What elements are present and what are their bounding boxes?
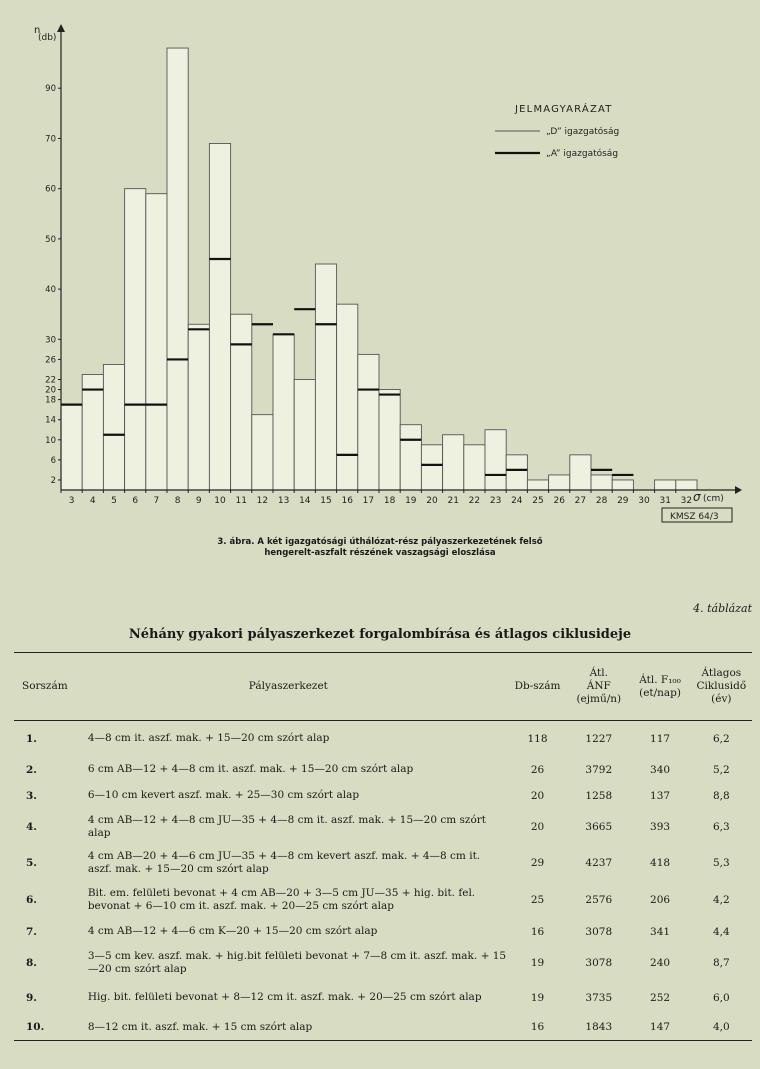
y-axis-unit: (db): [38, 33, 57, 43]
legend-label-a: „A” igazgatóság: [546, 149, 619, 159]
row-db-szam: 26: [530, 763, 545, 776]
bar-d: [252, 415, 273, 490]
legend-title: JELMAGYARÁZAT: [515, 104, 613, 115]
row-pavement: 3—5 cm kev. aszf. mak. + hig.bit felületi bevonat + 7—8 cm it. aszf. mak. + 15—20 cm szórt alap: [87, 949, 507, 975]
row-number: 8.: [26, 956, 37, 969]
y-tick-label: 40: [45, 285, 56, 296]
legend-label-d: „D” igazgatóság: [546, 127, 620, 137]
header-cik-line2: Ciklusidő: [696, 680, 747, 692]
row-db-szam: 20: [530, 820, 545, 833]
x-tick-label: 5: [111, 496, 117, 506]
row-f100: 252: [650, 991, 671, 1004]
figure-tag: [662, 508, 732, 522]
x-tick-label: 21: [447, 496, 459, 506]
header-db-szam: Db-szám: [514, 680, 561, 692]
x-tick-label: 30: [638, 496, 650, 506]
x-tick-label: 3: [68, 496, 75, 506]
bar-d: [337, 304, 358, 490]
bar-d: [655, 480, 676, 490]
row-f100: 117: [650, 732, 671, 745]
bar-d: [273, 334, 294, 490]
x-axis-label: σ: [693, 490, 701, 504]
row-anf: 1227: [585, 732, 613, 745]
bar-d: [506, 455, 527, 490]
x-tick-label: 7: [153, 496, 160, 506]
row-ciklusido: 4,0: [712, 1021, 730, 1034]
header-f100-line1: Átl. F₁₀₀: [639, 673, 681, 686]
bar-d: [379, 390, 400, 490]
caption-line-1: 3. ábra. A két igazgatósági úthálózat-rész pályaszerkezetének felső: [217, 537, 543, 547]
x-tick-label: 10: [214, 496, 226, 506]
row-ciklusido: 8,7: [712, 956, 730, 969]
row-db-szam: 118: [527, 732, 548, 745]
row-anf: 3078: [585, 956, 613, 969]
y-tick-label: 2: [50, 475, 56, 486]
table-row: [14, 919, 752, 945]
y-tick-label: 60: [45, 184, 56, 195]
x-tick-label: 14: [299, 496, 311, 506]
row-ciklusido: 4,4: [712, 925, 730, 938]
legend: [495, 102, 619, 159]
row-f100: 418: [650, 856, 671, 869]
x-axis-arrow: [735, 486, 742, 494]
bar-d: [167, 48, 188, 490]
y-tick-label: 70: [45, 134, 56, 145]
row-number: 6.: [26, 893, 37, 906]
x-tick-label: 16: [341, 496, 353, 506]
row-anf: 3665: [585, 820, 613, 833]
x-tick-label: 19: [405, 496, 417, 506]
bar-d: [209, 143, 230, 490]
row-db-szam: 29: [530, 856, 545, 869]
row-db-szam: 25: [530, 893, 545, 906]
y-tick-label: 10: [45, 435, 56, 446]
pavement-table: [14, 652, 752, 1041]
row-number: 1.: [26, 732, 37, 745]
row-number: 5.: [26, 856, 37, 869]
bar-d: [570, 455, 591, 490]
header-anf-line3: (ejmű/n): [576, 693, 622, 705]
y-tick-label: 90: [45, 84, 56, 95]
x-tick-label: 11: [235, 496, 247, 506]
bar-d: [612, 480, 633, 490]
table-row: [14, 1015, 752, 1041]
table-number: 4. táblázat: [693, 602, 752, 615]
table-title: Néhány gyakori pályaszerkezet forgalombírása és átlagos ciklusideje: [128, 627, 632, 642]
row-number: 10.: [26, 1021, 45, 1034]
row-number: 2.: [26, 763, 37, 776]
histogram-chart: [0, 0, 760, 530]
row-anf: 1258: [585, 789, 613, 802]
table-row: [14, 783, 752, 809]
x-tick-label: 31: [659, 496, 671, 506]
header-f100: [629, 653, 690, 721]
row-f100: 137: [650, 789, 671, 802]
x-tick-label: 24: [511, 496, 523, 506]
header-anf: [568, 653, 629, 721]
row-f100: 240: [650, 956, 671, 969]
bar-d: [421, 445, 442, 490]
row-number: 3.: [26, 789, 37, 802]
x-tick-label: 29: [617, 496, 629, 506]
x-tick-label: 15: [320, 496, 332, 506]
row-pavement: 4 cm AB—20 + 4—6 cm JU—35 + 4—8 cm kevert aszf. mak. + 4—8 cm it. aszf. mak. + 15—20 cm szórt alap: [87, 849, 481, 875]
row-anf: 4237: [585, 856, 613, 869]
figure-caption: [0, 537, 760, 559]
row-pavement: 6 cm AB—12 + 4—8 cm it. aszf. mak. + 15—20 cm szórt alap: [87, 763, 414, 775]
x-axis-unit: (cm): [703, 494, 724, 504]
y-tick-label: 20: [45, 385, 56, 396]
header-ciklusido: [691, 653, 752, 721]
table-body: [14, 721, 752, 1041]
header-anf-line1: Átl.: [589, 667, 608, 679]
row-ciklusido: 6,3: [712, 820, 730, 833]
bar-d: [527, 480, 548, 490]
bar-d: [591, 475, 612, 490]
table-row: [14, 945, 752, 981]
row-db-szam: 16: [530, 925, 545, 938]
bar-d: [676, 480, 697, 490]
row-pavement: 4 cm AB—12 + 4—6 cm K—20 + 15—20 cm szórt alap: [87, 925, 378, 937]
header-anf-line2: ÁNF: [586, 680, 611, 692]
x-tick-label: 32: [680, 496, 693, 506]
header-sorszam: Sorszám: [22, 680, 68, 692]
row-ciklusido: 5,2: [712, 763, 730, 776]
x-tick-label: 12: [256, 496, 269, 506]
y-tick-label: 18: [45, 395, 56, 406]
row-db-szam: 20: [530, 789, 545, 802]
row-f100: 206: [650, 893, 671, 906]
row-anf: 1843: [585, 1021, 613, 1034]
row-db-szam: 19: [530, 956, 545, 969]
table-header-row: [14, 653, 752, 721]
y-tick-labels: [45, 84, 61, 486]
x-tick-label: 20: [426, 496, 438, 506]
row-f100: 340: [650, 763, 671, 776]
bar-d: [294, 380, 315, 490]
bar-d: [103, 364, 124, 490]
bar-d: [400, 425, 421, 490]
row-f100: 341: [650, 925, 671, 938]
caption-line-2: hengerelt-aszfalt részének vaszagsági eloszlása: [264, 548, 496, 558]
bar-d: [549, 475, 570, 490]
row-ciklusido: 4,2: [712, 893, 730, 906]
table-row: [14, 981, 752, 1015]
x-tick-label: 8: [174, 496, 181, 506]
svg-text:KMSZ 64/3: KMSZ 64/3: [670, 512, 719, 522]
header-cik-line1: Átlagos: [701, 667, 742, 679]
x-tick-label: 4: [89, 496, 96, 506]
row-anf: 3792: [585, 763, 613, 776]
y-tick-label: 50: [45, 234, 56, 245]
row-pavement: 8—12 cm it. aszf. mak. + 15 cm szórt alap: [87, 1020, 313, 1033]
row-anf: 3735: [585, 991, 613, 1004]
row-number: 9.: [26, 991, 37, 1004]
table-row: [14, 757, 752, 783]
row-ciklusido: 6,2: [712, 732, 730, 745]
row-pavement: 4—8 cm it. aszf. mak. + 15—20 cm szórt alap: [87, 732, 330, 745]
row-ciklusido: 8,8: [712, 789, 730, 802]
bar-d: [82, 374, 103, 490]
row-anf: 2576: [585, 893, 613, 906]
x-tick-label: 17: [362, 496, 375, 506]
x-tick-label: 22: [468, 496, 481, 506]
y-tick-label: 30: [45, 335, 56, 346]
x-tick-label: 28: [595, 496, 608, 506]
x-tick-label: 6: [132, 496, 139, 506]
x-tick-label: 25: [532, 496, 544, 506]
bar-d: [125, 189, 146, 490]
table-row: [14, 721, 752, 757]
bar-d: [464, 445, 485, 490]
x-tick-label: 27: [574, 496, 587, 506]
table-row: [14, 845, 752, 881]
bar-d: [315, 264, 336, 490]
row-pavement: Bit. em. felületi bevonat + 4 cm AB—20 + 3—5 cm JU—35 + hig. bit. fel. bevonat + 6—10 cm it. aszf. mak. + 20—25 cm szórt alap: [87, 886, 476, 912]
x-tick-label: 26: [553, 496, 565, 506]
bar-d: [358, 354, 379, 490]
bar-d: [485, 430, 506, 490]
row-number: 4.: [26, 820, 37, 833]
row-anf: 3078: [585, 925, 613, 938]
row-db-szam: 19: [530, 991, 545, 1004]
header-palyaszerkezet: Pályaszerkezet: [248, 680, 328, 692]
bar-d: [188, 324, 209, 490]
header-cik-line3: (év): [711, 693, 732, 705]
x-tick-label: 13: [277, 496, 290, 506]
row-ciklusido: 6,0: [712, 991, 730, 1004]
y-axis-arrow: [57, 24, 65, 32]
bar-d: [146, 194, 167, 490]
bar-d: [443, 435, 464, 490]
y-tick-label: 14: [45, 415, 56, 426]
x-tick-label: 18: [383, 496, 396, 506]
bar-d: [231, 314, 252, 490]
y-tick-label: 22: [45, 375, 56, 386]
x-tick-label: 23: [489, 496, 502, 506]
table-row: [14, 881, 752, 919]
row-f100: 147: [650, 1021, 671, 1034]
row-ciklusido: 5,3: [712, 856, 730, 869]
header-f100-line2: (et/nap): [639, 686, 682, 699]
bar-d: [61, 405, 82, 490]
row-f100: 393: [650, 820, 671, 833]
row-pavement: 4 cm AB—12 + 4—8 cm JU—35 + 4—8 cm it. aszf. mak. + 15—20 cm szórt alap: [87, 813, 487, 839]
row-number: 7.: [26, 925, 37, 938]
y-axis-label: n: [34, 25, 41, 36]
x-tick-label: 9: [195, 496, 202, 506]
row-db-szam: 16: [530, 1021, 545, 1034]
row-pavement: 6—10 cm kevert aszf. mak. + 25—30 cm szórt alap: [87, 789, 360, 801]
y-tick-label: 26: [45, 355, 56, 366]
table-row: [14, 809, 752, 845]
x-tick-labels: [61, 490, 692, 506]
row-pavement: Hig. bit. felületi bevonat + 8—12 cm it. aszf. mak. + 20—25 cm szórt alap: [87, 991, 482, 1003]
y-tick-label: 6: [50, 455, 56, 466]
